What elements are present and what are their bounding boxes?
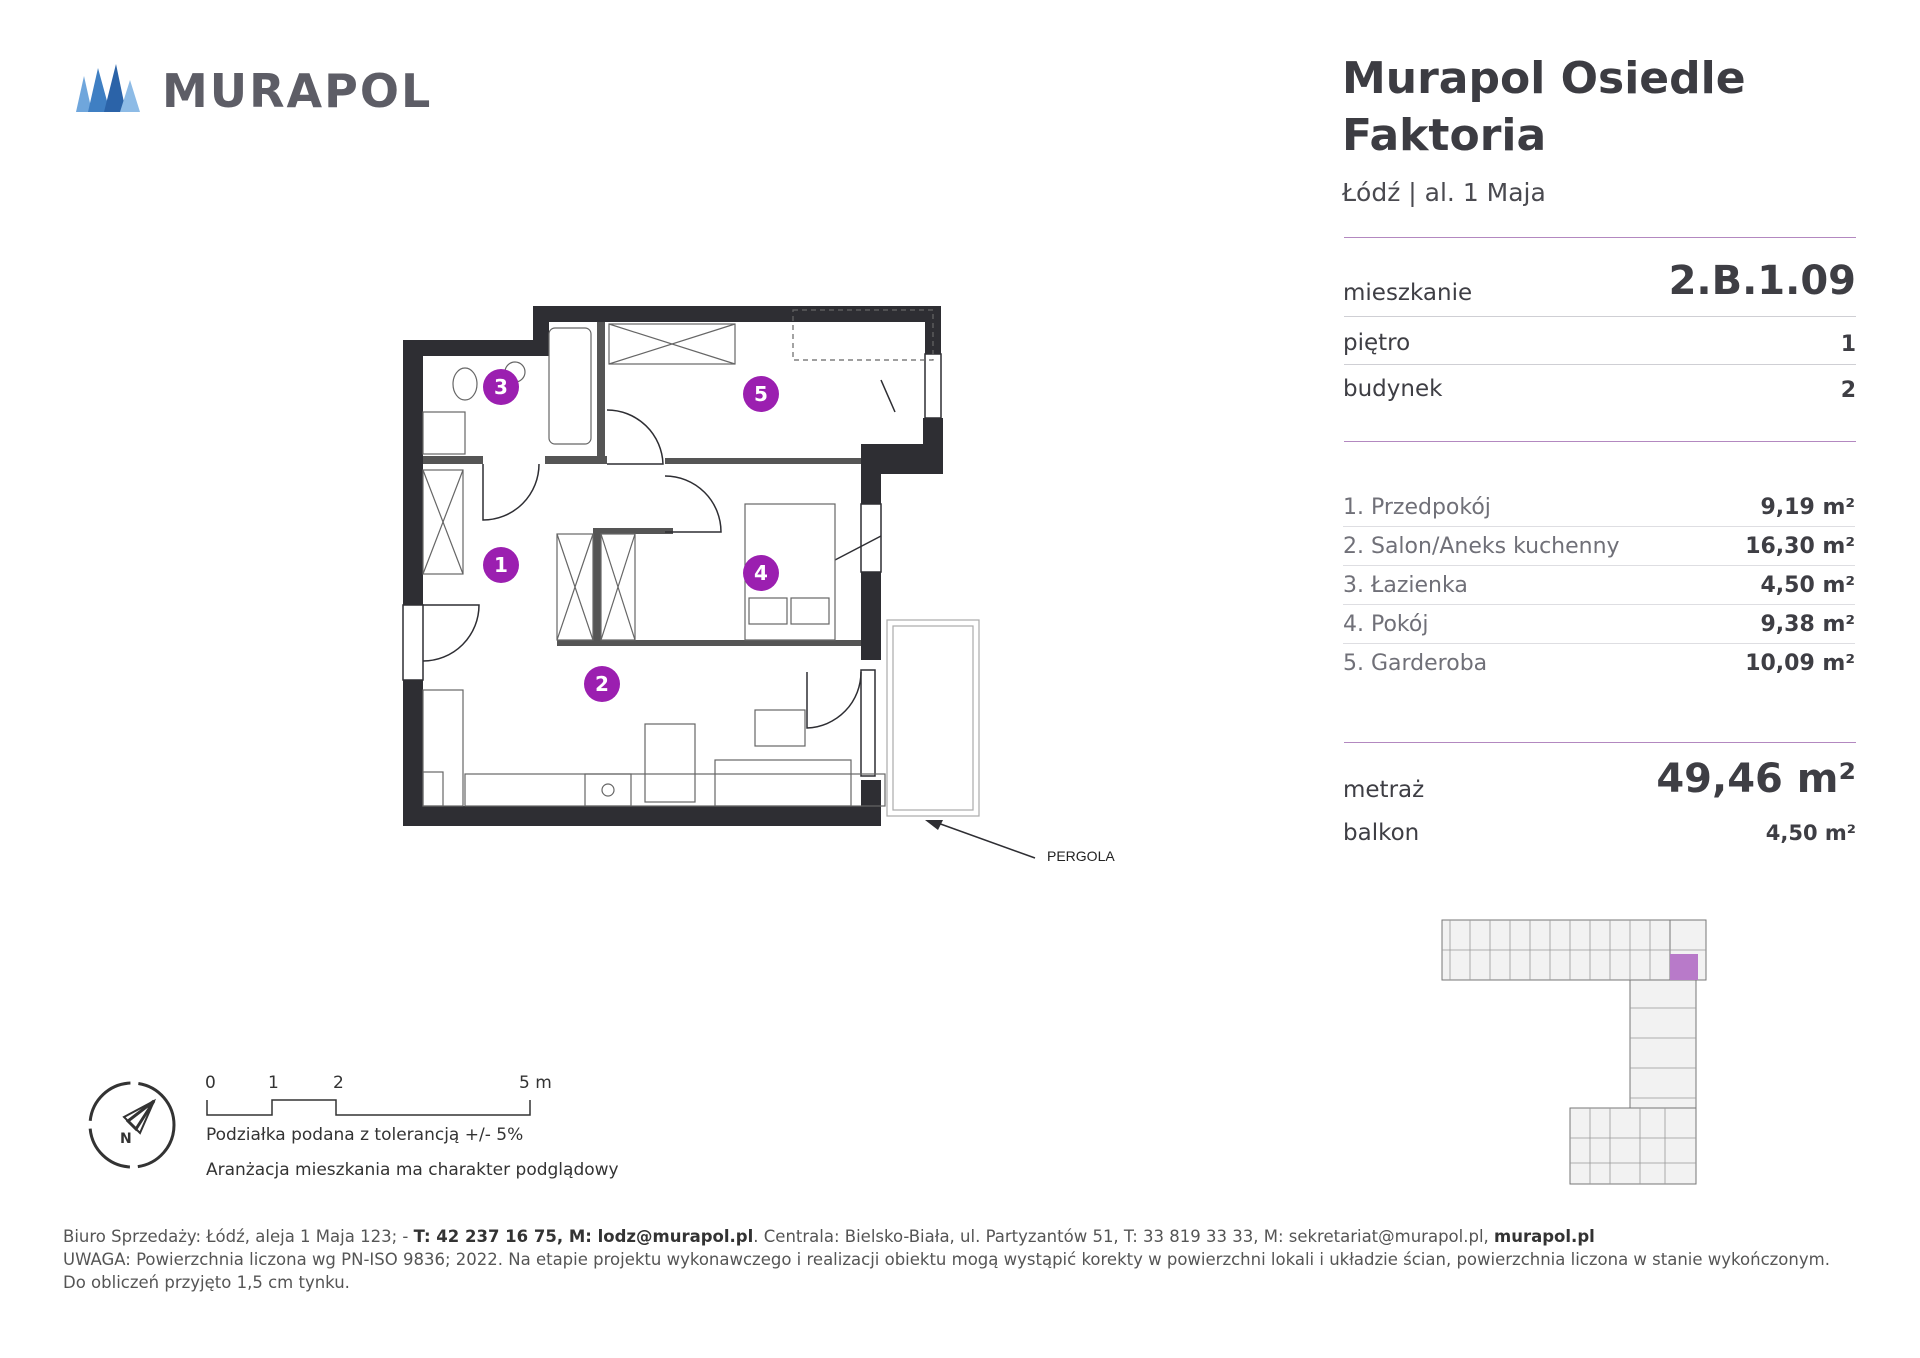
divider <box>1343 565 1855 566</box>
room-name: 4. Pokój <box>1343 612 1429 637</box>
room-row <box>1343 528 1855 566</box>
footer-website-link[interactable]: murapol.pl <box>1494 1227 1595 1246</box>
room-marker-3: 3 <box>483 369 519 405</box>
key-plan-drawing <box>1440 918 1710 1188</box>
balcony-value: 4,50 m² <box>1765 821 1856 845</box>
scale-bar-drawing <box>206 1098 536 1118</box>
apartment-label: mieszkanie <box>1343 280 1473 306</box>
room-name: 3. Łazienka <box>1343 573 1468 598</box>
footer-office: Biuro Sprzedaży: Łódź, aleja 1 Maja 123; - <box>63 1227 414 1246</box>
room-area: 4,50 m² <box>1760 573 1855 598</box>
room-name: 1. Przedpokój <box>1343 495 1491 520</box>
svg-text:N: N <box>120 1131 132 1147</box>
divider <box>1344 441 1856 442</box>
divider <box>1343 643 1855 644</box>
scale-tick: 5 m <box>519 1073 552 1093</box>
scale-tick: 2 <box>333 1073 344 1093</box>
building-value: 2 <box>1840 378 1856 403</box>
total-area-value: 49,46 m² <box>1656 756 1856 802</box>
room-row <box>1343 489 1855 527</box>
room-marker-1: 1 <box>483 547 519 583</box>
page-title: Murapol Osiedle Faktoria <box>1342 53 1746 161</box>
divider <box>1343 604 1855 605</box>
room-row <box>1343 567 1855 605</box>
compass-icon <box>84 1077 180 1173</box>
room-row <box>1343 645 1855 683</box>
divider <box>1344 364 1856 365</box>
footer-disclaimer: UWAGA: Powierzchnia liczona wg PN-ISO 9836; 2022. Na etapie projektu wykonawczego i realizacji obiektu mogą wystąpić korekty w powierzchni lokali i układzie ścian, powierzchnia liczona w stanie wykończonym. <box>63 1250 1830 1269</box>
footer-phone-email[interactable]: T: 42 237 16 75, M: lodz@murapol.pl <box>413 1227 754 1246</box>
room-marker-5: 5 <box>743 376 779 412</box>
divider <box>1343 526 1855 527</box>
total-area-label: metraż <box>1343 777 1425 803</box>
scale-note: Podziałka podana z tolerancją +/- 5% <box>206 1125 524 1145</box>
divider <box>1344 742 1856 743</box>
building-label: budynek <box>1343 376 1443 402</box>
room-name: 5. Garderoba <box>1343 651 1488 676</box>
balcony-label: balkon <box>1343 820 1420 846</box>
arrangement-note: Aranżacja mieszkania ma charakter podglądowy <box>206 1160 619 1180</box>
floor-value: 1 <box>1840 332 1856 357</box>
floor-plan <box>395 300 1115 875</box>
building-key-plan <box>1440 918 1710 1193</box>
page-subtitle: Łódź | al. 1 Maja <box>1342 178 1546 207</box>
scale-tick: 0 <box>205 1073 216 1093</box>
logo <box>74 62 433 120</box>
brand-name: MURAPOL <box>162 64 433 118</box>
room-name: 2. Salon/Aneks kuchenny <box>1343 534 1620 559</box>
room-row <box>1343 606 1855 644</box>
room-area: 16,30 m² <box>1745 534 1855 559</box>
room-area: 9,19 m² <box>1760 495 1855 520</box>
scale-bar <box>206 1098 536 1123</box>
murapol-logo-icon <box>74 62 144 112</box>
footer-contact <box>63 1227 1595 1246</box>
footer-plaster-note: Do obliczeń przyjęto 1,5 cm tynku. <box>63 1273 350 1292</box>
footer-headquarters: . Centrala: Bielsko-Biała, ul. Partyzantów 51, T: 33 819 33 33, M: sekretariat@murapol.pl, <box>753 1227 1495 1246</box>
scale-tick: 1 <box>268 1073 279 1093</box>
room-area: 10,09 m² <box>1745 651 1855 676</box>
divider <box>1344 316 1856 317</box>
divider <box>1344 237 1856 238</box>
floor-label: piętro <box>1343 330 1411 356</box>
room-marker-2: 2 <box>584 666 620 702</box>
apartment-number: 2.B.1.09 <box>1668 258 1856 304</box>
compass <box>84 1077 180 1178</box>
room-marker-4: 4 <box>743 555 779 591</box>
pergola-label: PERGOLA <box>1047 848 1115 864</box>
room-area: 9,38 m² <box>1760 612 1855 637</box>
